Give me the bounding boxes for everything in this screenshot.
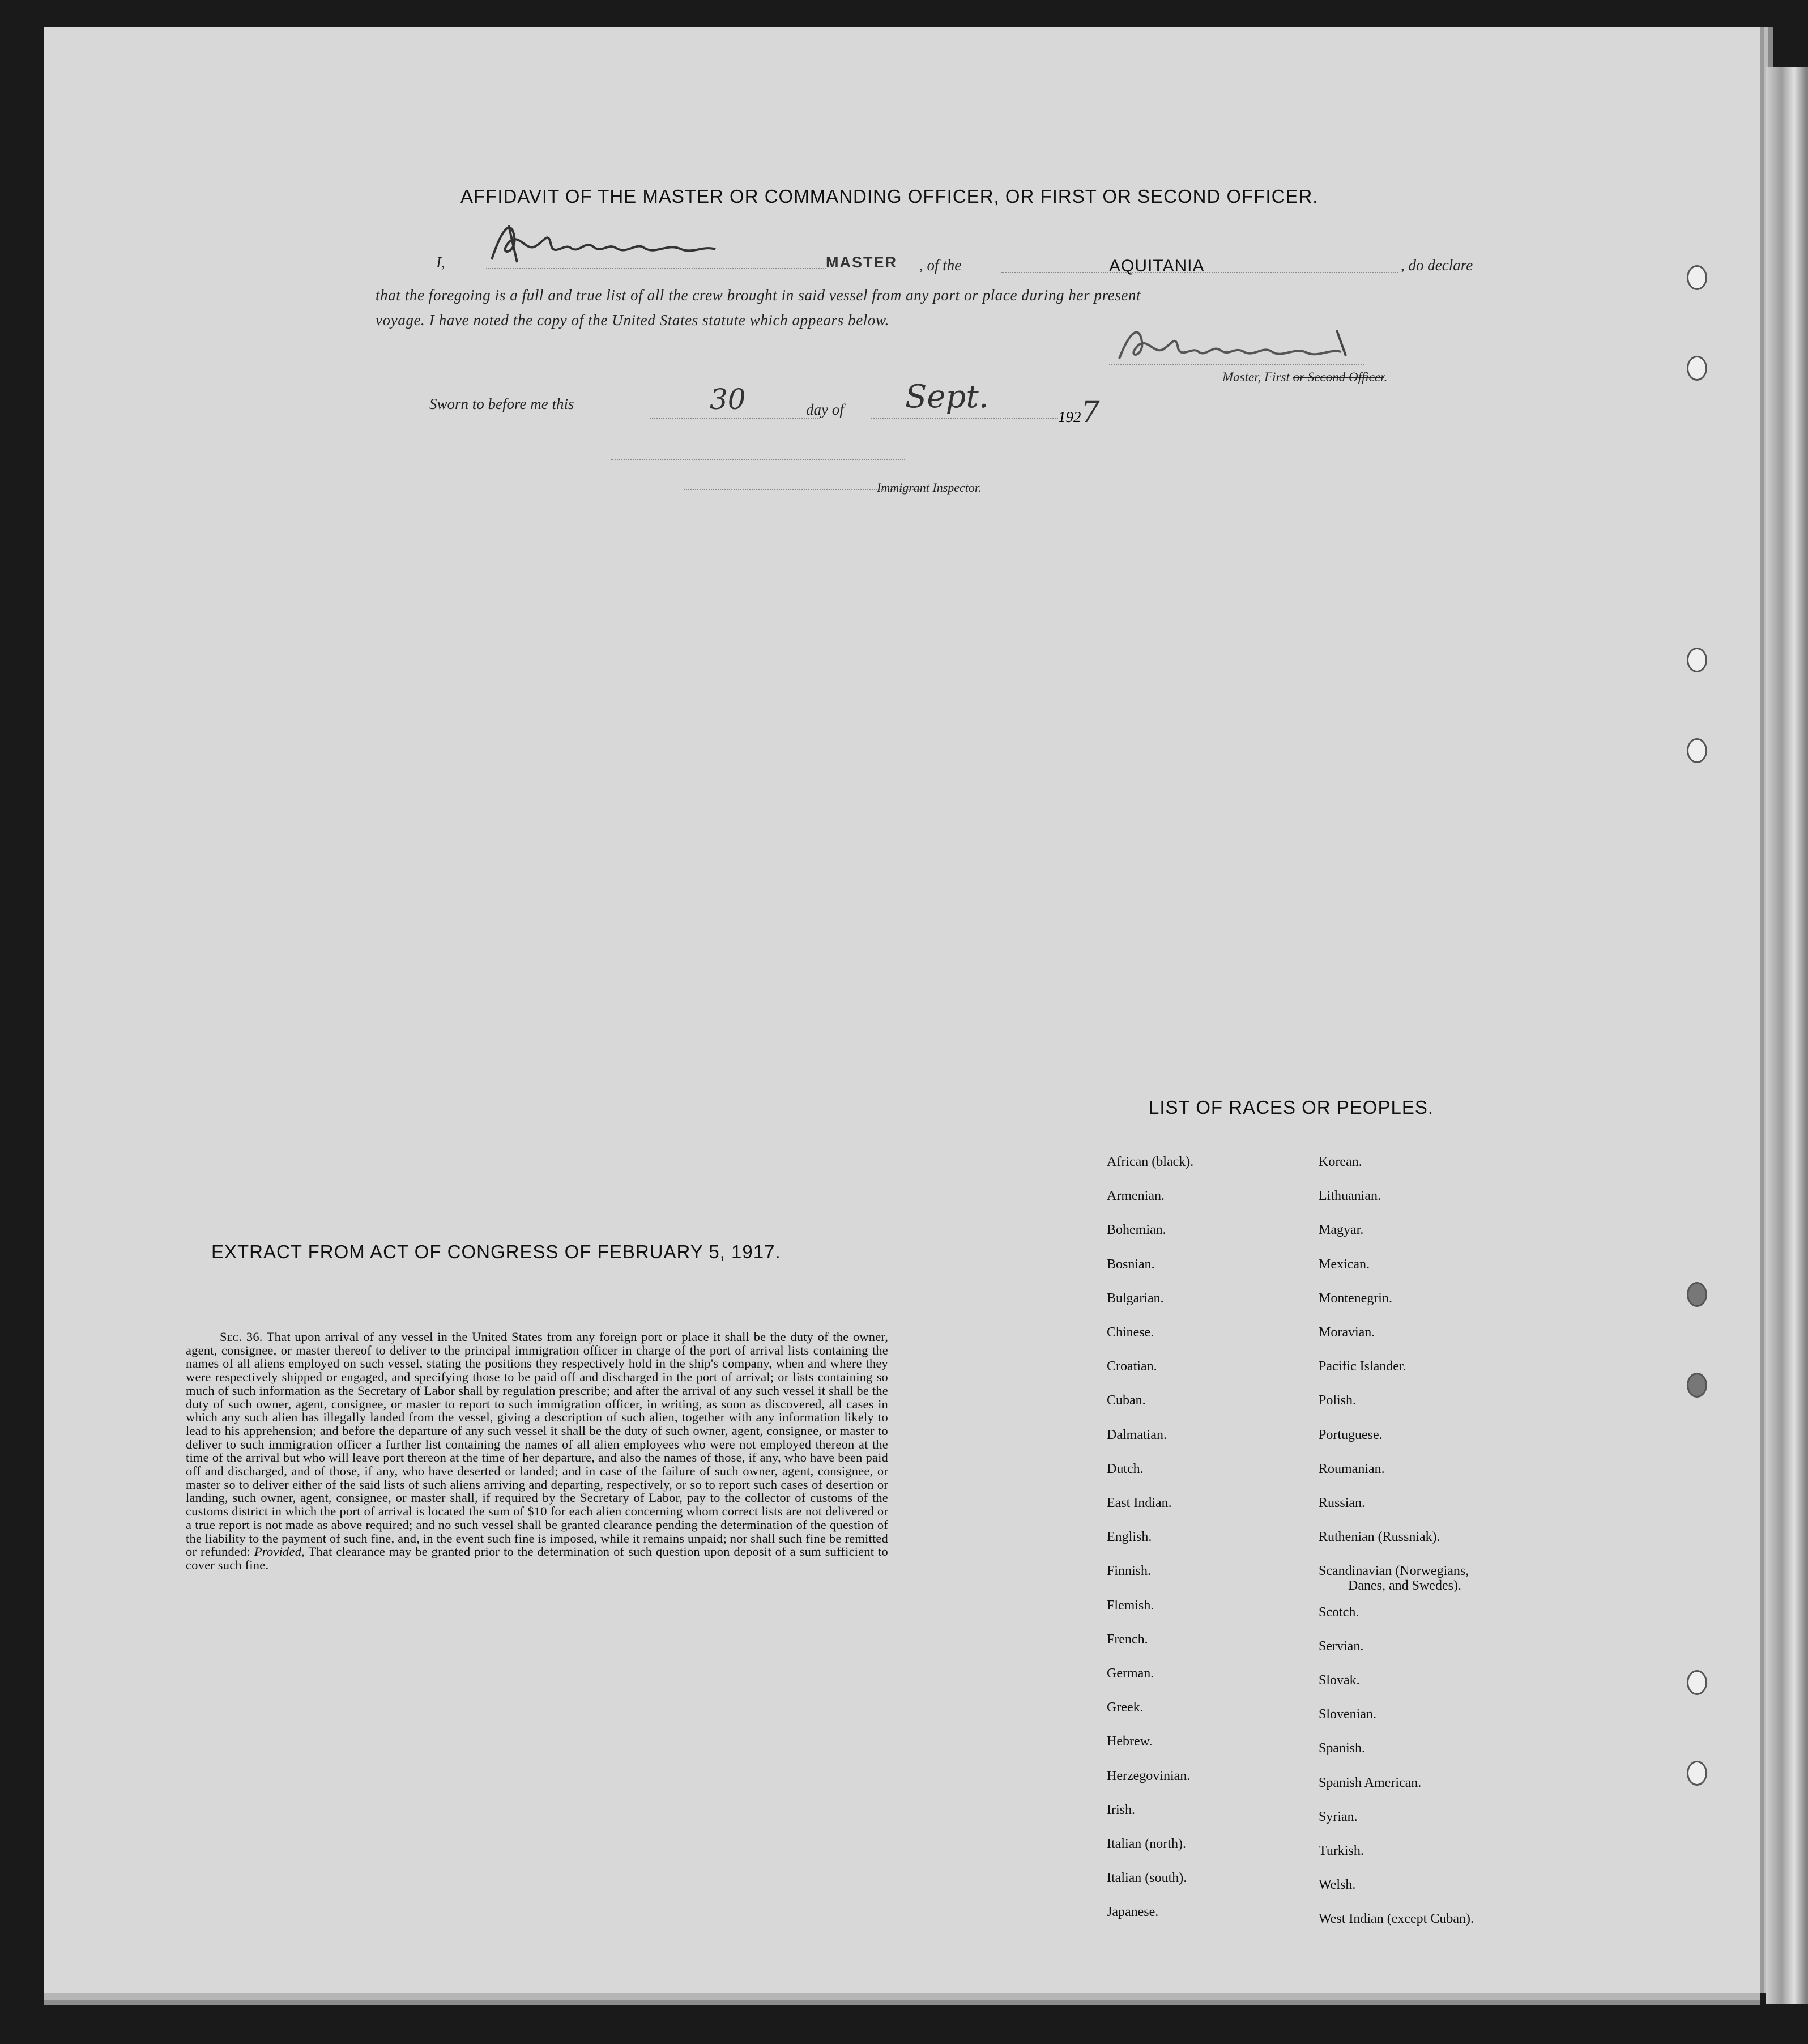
race-entry: Turkish. xyxy=(1319,1843,1364,1858)
day-of-label: day of xyxy=(806,401,844,418)
binder-hole xyxy=(1687,1761,1707,1786)
binder-hole xyxy=(1687,1373,1707,1398)
race-entry: Scotch. xyxy=(1319,1604,1359,1620)
race-entry: Chinese. xyxy=(1107,1325,1154,1340)
day-dotline xyxy=(650,418,820,419)
race-entry: East Indian. xyxy=(1107,1496,1172,1510)
race-entry: Dutch. xyxy=(1107,1461,1144,1476)
race-entry: West Indian (except Cuban). xyxy=(1319,1911,1474,1927)
race-entry: Russian. xyxy=(1319,1496,1366,1510)
race-entry: Flemish. xyxy=(1107,1598,1154,1613)
race-entry: Greek. xyxy=(1107,1700,1144,1715)
race-entry: Hebrew. xyxy=(1107,1734,1153,1749)
sworn-day: 30 xyxy=(710,383,746,416)
binder-hole xyxy=(1687,738,1707,763)
races-heading: LIST OF RACES OR PEOPLES. xyxy=(1149,1097,1434,1118)
race-entry: Servian. xyxy=(1319,1638,1364,1654)
sworn-month: Sept. xyxy=(905,378,989,415)
race-entry: Slovenian. xyxy=(1319,1707,1376,1722)
signature-title-struck: or Second Officer xyxy=(1293,370,1384,384)
race-entry: Mexican. xyxy=(1319,1257,1370,1272)
affidavit-line-2: that the foregoing is a full and true list of all the crew brought in said vessel from any port or place during her present xyxy=(376,287,1141,304)
race-entry: Scandinavian (Norwegians, xyxy=(1319,1564,1469,1579)
race-entry: Syrian. xyxy=(1319,1809,1358,1824)
affidavit-heading: AFFIDAVIT OF THE MASTER OR COMMANDING OFFICER, OR FIRST OR SECOND OFFICER. xyxy=(460,186,1319,207)
race-entry: Japanese. xyxy=(1107,1905,1159,1920)
race-entry: Ruthenian (Russniak). xyxy=(1319,1530,1440,1545)
officer-signature xyxy=(1115,319,1353,370)
declare-label: , do declare xyxy=(1401,257,1473,274)
inspector-dotline-1 xyxy=(611,459,905,460)
of-the-label: , of the xyxy=(919,257,962,274)
page-edge xyxy=(1766,67,1808,2004)
vessel-name: AQUITANIA xyxy=(1109,257,1205,275)
race-entry: Armenian. xyxy=(1107,1189,1165,1204)
race-entry: English. xyxy=(1107,1530,1152,1545)
race-entry: African (black). xyxy=(1107,1155,1194,1169)
inspector-label: Immigrant Inspector. xyxy=(877,480,982,495)
race-entry: Italian (south). xyxy=(1107,1871,1187,1886)
race-entry: Pacific Islander. xyxy=(1319,1359,1406,1374)
master-signature xyxy=(486,214,730,271)
race-entry: Cuban. xyxy=(1107,1393,1146,1408)
race-entry: Bosnian. xyxy=(1107,1257,1155,1272)
month-dotline xyxy=(871,418,1058,419)
race-entry: Roumanian. xyxy=(1319,1461,1385,1476)
race-entry: French. xyxy=(1107,1632,1148,1647)
signature-title-suffix: . xyxy=(1384,370,1388,384)
binder-hole xyxy=(1687,648,1707,672)
document-page xyxy=(44,27,1760,1993)
signature-dotline xyxy=(1109,364,1364,365)
race-entry: Lithuanian. xyxy=(1319,1189,1381,1204)
race-entry: Slovak. xyxy=(1319,1673,1360,1688)
affidavit-line-3: voyage. I have noted the copy of the United States statute which appears below. xyxy=(376,312,889,329)
race-entry: Welsh. xyxy=(1319,1877,1356,1893)
statute-body-b: That clearance may be granted prior to the determination of such question upon deposit of a sum sufficient to cover such fine. xyxy=(186,1544,889,1572)
race-entry: Croatian. xyxy=(1107,1359,1157,1374)
race-entry: German. xyxy=(1107,1666,1154,1681)
race-entry: Korean. xyxy=(1319,1155,1362,1169)
binder-hole xyxy=(1687,1282,1707,1307)
race-entry: Dalmatian. xyxy=(1107,1427,1167,1442)
sworn-label: Sworn to before me this xyxy=(429,395,574,412)
race-entry: Montenegrin. xyxy=(1319,1291,1392,1306)
race-entry: Bulgarian. xyxy=(1107,1291,1164,1306)
race-entry: Irish. xyxy=(1107,1802,1135,1817)
binder-hole xyxy=(1687,1670,1707,1695)
race-entry: Herzegovinian. xyxy=(1107,1768,1191,1783)
race-entry: Italian (north). xyxy=(1107,1837,1186,1851)
statute-provided: Provided, xyxy=(254,1544,305,1559)
year-suffix: 7 xyxy=(1081,395,1100,429)
statute-section: Sec. 36. xyxy=(220,1330,263,1344)
race-entry: Spanish. xyxy=(1319,1741,1366,1756)
race-entry: Portuguese. xyxy=(1319,1427,1383,1442)
binder-hole xyxy=(1687,265,1707,290)
race-entry-continuation: Danes, and Swedes). xyxy=(1348,1578,1461,1594)
signature-title xyxy=(1222,370,1387,385)
race-entry: Magyar. xyxy=(1319,1223,1364,1238)
name-dotline xyxy=(486,268,826,269)
extract-heading: EXTRACT FROM ACT OF CONGRESS OF FEBRUARY 5, 1917. xyxy=(211,1241,781,1262)
rank-field: MASTER xyxy=(826,254,897,271)
race-entry: Bohemian. xyxy=(1107,1223,1166,1238)
race-entry: Polish. xyxy=(1319,1393,1357,1408)
race-entry: Finnish. xyxy=(1107,1564,1152,1579)
statute-body-a: That upon arrival of any vessel in the United States from any foreign port or place it shall be the duty of the owner, agent, consignee, or master thereof to deliver to the principal immigration officer in charge of the port of arrival lists containing the names of all aliens employed on such vessel, stating the positions they respectively hold in the ship's company, when and where they were respectively shipped or engaged, and specifying those to be paid off and discharged in the port of arrival; or lists containing so much of such information as the Secretary of Labor shall by regulation prescribe; and after the arrival of any such vessel it shall be the duty of such owner, agent, consignee, or master to report to such immigration officer, in writing, as soon as discovered, all cases in which any such alien has illegally landed from the vessel, giving a description of such alien, together with any information likely to lead to his apprehension; and before the departure of any such vessel it shall be the duty of such owner, agent, consignee, or master to deliver to such immigration officer a further list containing the names of all alien employees who were not employed thereon at the time of the arrival but who will leave port thereon at the time of her departure, and also the names of those, if any, who have been paid off and discharged, and of those, if any, who have deserted or landed; and in case of the failure of such owner, agent, consignee, or master so to deliver either of the said lists of such aliens arriving and departing, respectively, or so to report such cases of desertion or landing, such owner, agent, consignee, or master shall, if required by the Secretary of Labor, pay to the collector of customs of the customs district in which the port of arrival is located the sum of $10 for each alien concerning whom correct lists are not delivered or a true report is not made as above required; and no such vessel shall be granted clearance pending the determination of the question of the liability to the payment of such fine, and, in the event such fine is imposed, while it remains unpaid; nor shall such fine be remitted or refunded: xyxy=(186,1330,889,1559)
binder-hole xyxy=(1687,356,1707,381)
year-prefix: 192 xyxy=(1058,408,1081,425)
statute-text xyxy=(186,1330,888,1572)
race-entry: Moravian. xyxy=(1319,1325,1375,1340)
race-entry: Spanish American. xyxy=(1319,1775,1422,1790)
sworn-year xyxy=(1058,395,1100,429)
signature-title-prefix: Master, First xyxy=(1222,370,1293,384)
affidavit-pronoun: I, xyxy=(436,254,445,271)
